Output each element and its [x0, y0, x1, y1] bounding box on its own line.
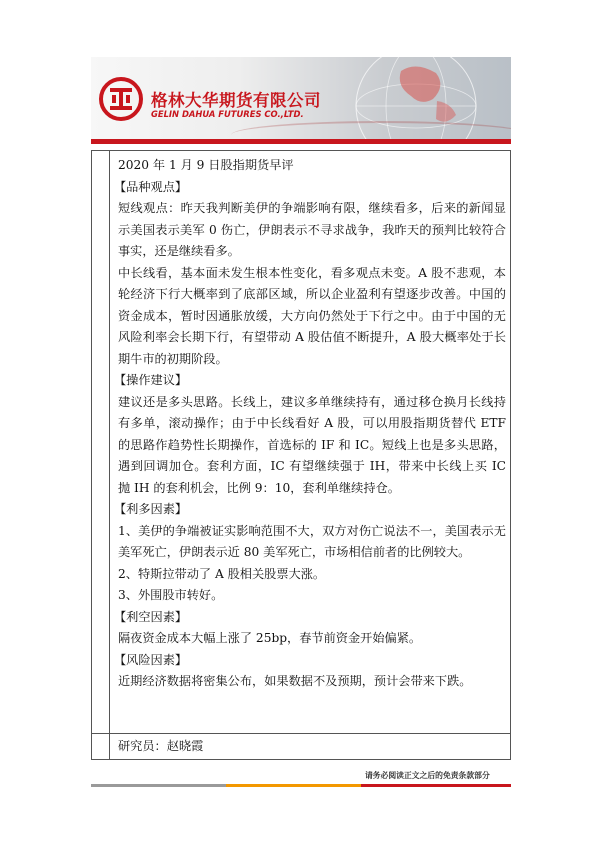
section-heading-bullish: 【利多因素】 [114, 502, 188, 516]
company-logo-icon [97, 75, 145, 123]
section-heading-advice: 【操作建议】 [114, 373, 188, 387]
footer-bar-orange [226, 784, 361, 787]
section-paragraph: 1、美伊的争端被证实影响范围不大，双方对伤亡说法不一，美国表示无美军死亡，伊朗表示近 80 美军死亡，市场相信前者的比例较大。 [118, 523, 506, 559]
banner-red-stripe [91, 139, 511, 144]
section-heading-risk: 【风险因素】 [114, 652, 188, 667]
section-paragraph: 3、外围股市转好。 [118, 588, 224, 602]
report-title: 2020 年 1 月 9 日股指期货早评 [118, 158, 294, 172]
report-content [114, 155, 506, 693]
footer-bar-gray [91, 784, 226, 787]
section-paragraph: 中长线看，基本面未发生根本性变化，看多观点未变。A 股不悲观，本轮经济下行大概率到了底部区域，所以企业盈利有望逐步改善。中国的资金成本，暂时因通胀放缓，大方向仍然处于下行之中。由于中国的无风险利率会长期下行，有望带动 A 股估值不断提升，A 股大概率处于长期牛市的初期阶段。 [118, 265, 506, 366]
report-table [91, 150, 511, 760]
table-row-divider [92, 733, 510, 734]
footer-bar-red [361, 784, 511, 787]
section-paragraph: 隔夜资金成本大幅上涨了 25bp，春节前资金开始偏紧。 [118, 631, 422, 645]
section-heading-view: 【品种观点】 [114, 179, 188, 194]
header-banner [91, 57, 511, 144]
section-paragraph: 2、特斯拉带动了 A 股相关股票大涨。 [118, 566, 326, 581]
section-paragraph: 近期经济数据将密集公布，如果数据不及预期，预计会带来下跌。 [118, 674, 472, 688]
section-paragraph: 建议还是多头思路。长线上，建议多单继续持有，通过移仓换月长线持有多单，滚动操作；由于中长线看好 A 股，可以用股指期货替代 ETF 的思路作趋势性长期操作，首选标的 IF 和 IC。短线上也是多头思路，遇到回调加仓。套利方面，IC 有望继续强于 IH，带来中长线上买 IC 抛 IH 的套利机会，比例 9：10，套利单继续持仓。 [118, 394, 506, 495]
researcher-name: 研究员：赵晓霞 [118, 739, 204, 753]
section-paragraph: 短线观点：昨天我判断美伊的争端影响有限，继续看多，后来的新闻显示美国表示美军 0 伤亡，伊朗表示不寻求战争，我昨天的预判比较符合事实，还是继续看多。 [118, 201, 506, 258]
section-heading-bearish: 【利空因素】 [114, 609, 188, 624]
company-name-cn: 格林大华期货有限公司 [151, 91, 321, 110]
company-name-en: GELIN DAHUA FUTURES CO.,LTD. [151, 109, 304, 119]
disclaimer-note: 请务必阅读正文之后的免责条款部分 [365, 771, 490, 780]
table-left-column-divider [109, 151, 110, 759]
